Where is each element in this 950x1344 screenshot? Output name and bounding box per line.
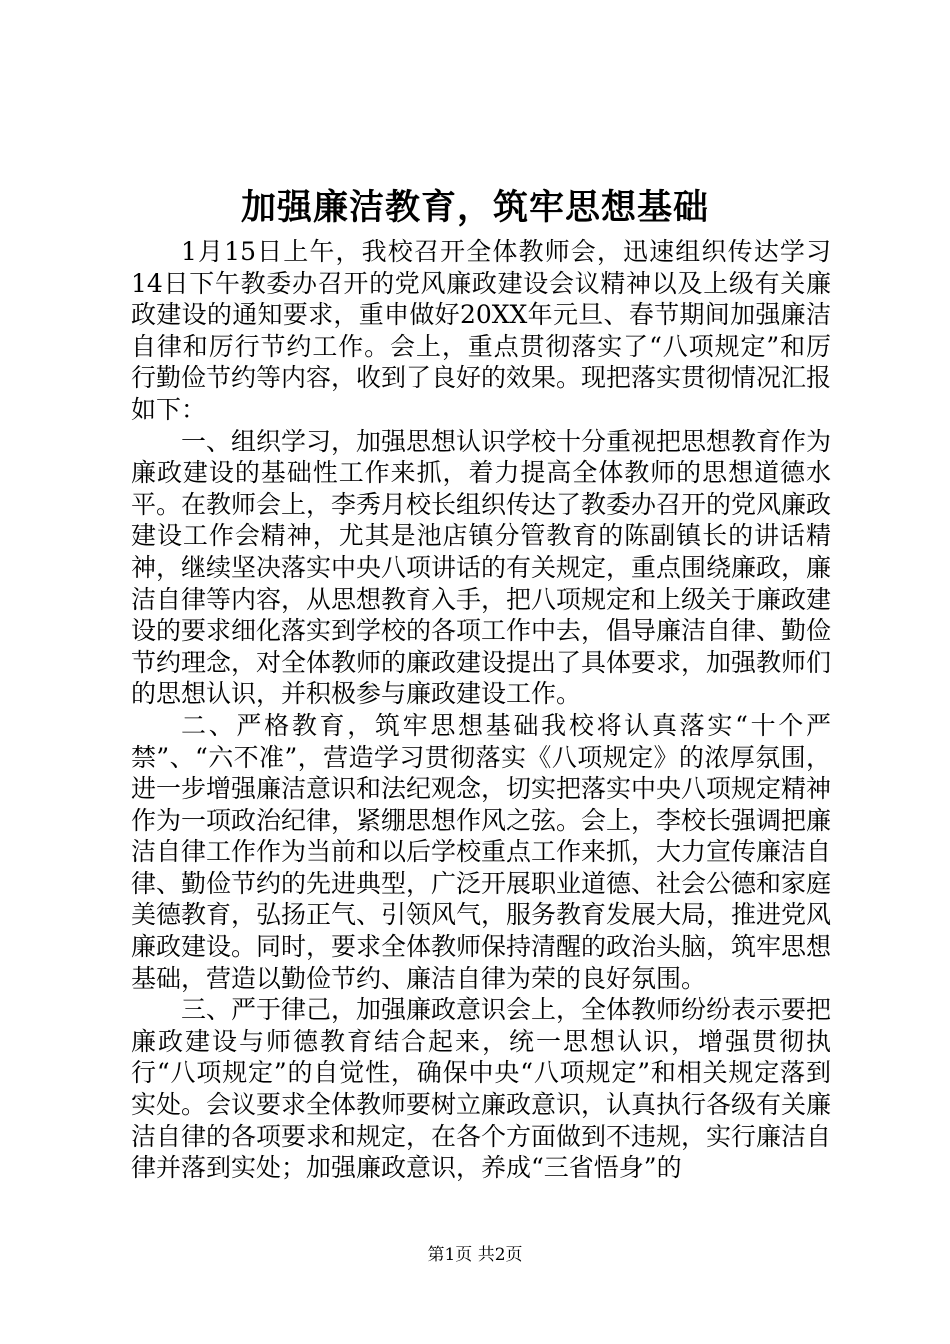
page-footer: 第1页 共2页 bbox=[427, 1245, 523, 1265]
paragraph-section-3: 三、严于律己，加强廉政意识会上，全体教师纷纷表示要把廉政建设与师德教育结合起来，统一思想认识，增强贯彻执行“八项规定”的自觉性，确保中央“八项规定”和相关规定落到实处。会议要求全体教师要树立廉政意识，认真执行各级有关廉洁自律的各项要求和规定，在各个方面做到不违规，实行廉洁自律并落到实处；加强廉政意识，养成“三省悟身”的 bbox=[131, 995, 832, 1183]
document-body bbox=[131, 236, 831, 1184]
paragraph-intro: 1月15日上午，我校召开全体教师会，迅速组织传达学习14日下午教委办召开的党风廉政建设会议精神以及上级有关廉政建设的通知要求，重申做好20XX年元旦、春节期间加强廉洁自律和厉行节约工作。会上，重点贯彻落实了“八项规定”和厉行勤俭节约等内容，收到了良好的效果。现把落实贯彻情况汇报如下： bbox=[131, 237, 832, 424]
document-title: 加强廉洁教育，筑牢思想基础 bbox=[240, 187, 709, 228]
paragraph-section-1: 一、组织学习，加强思想认识学校十分重视把思想教育作为廉政建设的基础性工作来抓，着力提高全体教师的思想道德水平。在教师会上，李秀月校长组织传达了教委办召开的党风廉政建设工作会精神，尤其是池店镇分管教育的陈副镇长的讲话精神，继续坚决落实中央八项讲话的有关规定，重点围绕廉政，廉洁自律等内容，从思想教育入手，把八项规定和上级关于廉政建设的要求细化落实到学校的各项工作中去，倡导廉洁自律、勤俭节约理念，对全体教师的廉政建设提出了具体要求，加强教师们的思想认识，并积极参与廉政建设工作。 bbox=[131, 426, 832, 709]
paragraph-section-2: 二、严格教育，筑牢思想基础我校将认真落实“十个严禁”、“六不准”，营造学习贯彻落实《八项规定》的浓厚氛围，进一步增强廉洁意识和法纪观念，切实把落实中央八项规定精神作为一项政治纪律，紧绷思想作风之弦。会上，李校长强调把廉洁自律工作作为当前和以后学校重点工作来抓，大力宣传廉洁自律、勤俭节约的先进典型，广泛开展职业道德、社会公德和家庭美德教育，弘扬正气、引领风气，服务教育发展大局，推进党风廉政建设。同时，要求全体教师保持清醒的政治头脑，筑牢思想基础，营造以勤俭节约、廉洁自律为荣的良好氛围。 bbox=[131, 710, 832, 993]
